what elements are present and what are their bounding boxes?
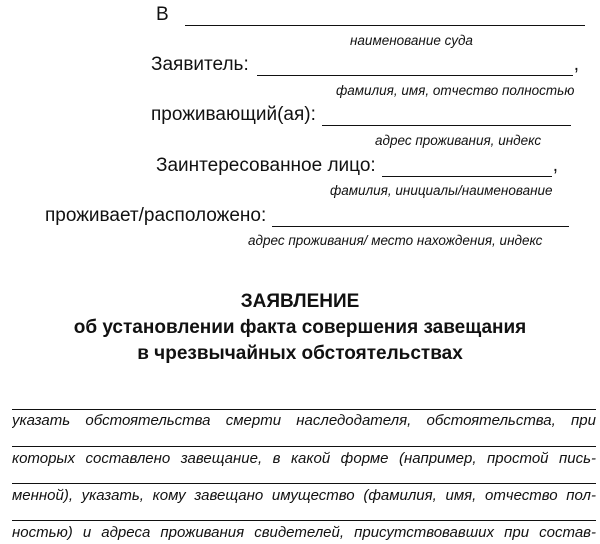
court-input-line[interactable] — [185, 7, 585, 26]
body-input-line-1[interactable] — [12, 409, 596, 410]
body-input-line-3[interactable] — [12, 483, 596, 484]
located-input-line[interactable] — [272, 208, 569, 227]
court-field — [156, 4, 585, 26]
located-hint: адрес проживания/ место нахождения, индекс — [248, 233, 543, 248]
interested-person-hint: фамилия, инициалы/наименование — [330, 183, 553, 198]
interested-person-label: Заинтересованное лицо: — [156, 155, 376, 176]
applicant-field — [151, 54, 579, 76]
body-hint-line-1: указать обстоятельства смерти наследодателя, обстоятельства, при — [12, 412, 596, 429]
body-hint-line-2: которых составлено завещание, в какой форме (например, простой пись- — [12, 450, 596, 467]
located-label: проживает/расположено: — [45, 205, 267, 226]
applicant-label: Заявитель: — [151, 54, 249, 75]
applicant-input-line[interactable] — [257, 57, 573, 76]
body-hint-line-4: ностью) и адреса проживания свидетелей, присутствовавших при состав- — [12, 524, 596, 541]
body-hint-line-3: менной), указать, кому завещано имущество (фамилия, имя, отчество пол- — [12, 487, 596, 504]
located-field — [45, 205, 569, 227]
interested-person-comma: , — [552, 155, 558, 176]
document-subtitle-line-2: в чрезвычайных обстоятельствах — [137, 343, 463, 364]
residing-label: проживающий(ая): — [151, 104, 316, 125]
interested-person-field — [156, 155, 558, 177]
interested-person-input-line[interactable] — [382, 158, 552, 177]
document-heading: ЗАЯВЛЕНИЕ — [240, 291, 360, 312]
document-subtitle-line-1: об установлении факта совершения завещания — [73, 317, 527, 338]
body-input-line-4[interactable] — [12, 520, 596, 521]
residing-hint: адрес проживания, индекс — [375, 133, 542, 148]
court-hint: наименование суда — [350, 33, 473, 48]
applicant-comma: , — [573, 54, 580, 75]
court-label: В — [156, 4, 169, 25]
residing-field — [151, 104, 571, 126]
applicant-hint: фамилия, имя, отчество полностью — [336, 83, 575, 98]
body-input-line-2[interactable] — [12, 446, 596, 447]
residing-input-line[interactable] — [322, 107, 571, 126]
